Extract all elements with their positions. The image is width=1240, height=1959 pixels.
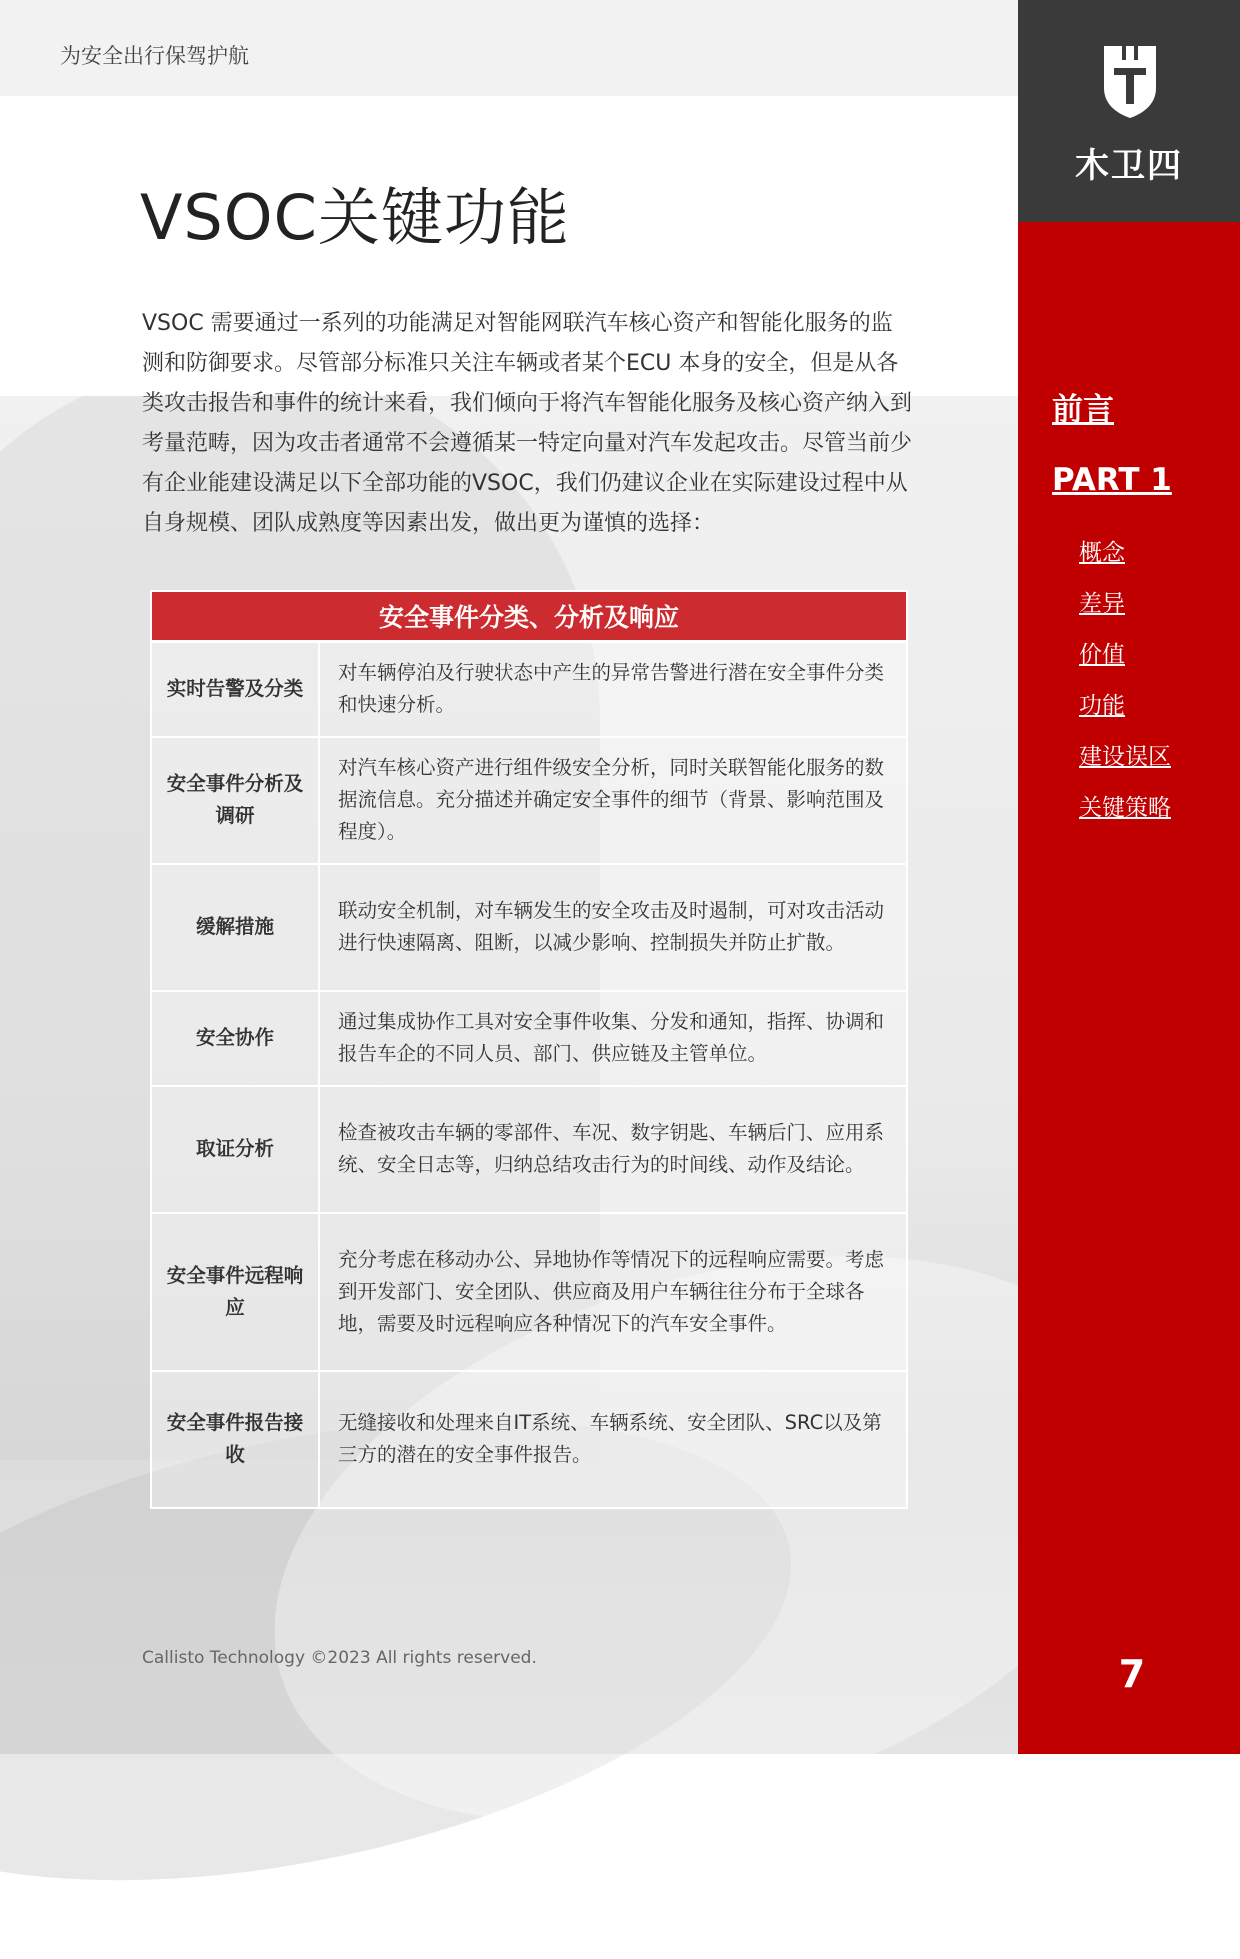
feature-name: 安全事件报告接收	[151, 1371, 319, 1508]
brand-logo-text: 木卫四	[1075, 147, 1183, 185]
feature-description: 联动安全机制，对车辆发生的安全攻击及时遏制，可对攻击活动进行快速隔离、阻断，以减少影响、控制损失并防止扩散。	[319, 864, 907, 991]
feature-description: 检查被攻击车辆的零部件、车况、数字钥匙、车辆后门、应用系统、安全日志等，归纳总结攻击行为的时间线、动作及结论。	[319, 1086, 907, 1213]
feature-name: 安全事件分析及调研	[151, 737, 319, 864]
table-row	[151, 864, 907, 991]
table-row	[151, 1086, 907, 1213]
shield-logo-icon	[1104, 46, 1156, 118]
feature-name: 取证分析	[151, 1086, 319, 1213]
function-table	[150, 590, 908, 1509]
feature-description: 无缝接收和处理来自IT系统、车辆系统、安全团队、SRC以及第三方的潜在的安全事件报告。	[319, 1371, 907, 1508]
nav-link-value[interactable]: 价值	[1079, 642, 1125, 668]
nav-link-concept[interactable]: 概念	[1079, 540, 1125, 566]
table-row	[151, 1213, 907, 1371]
nav-link-function[interactable]: 功能	[1079, 693, 1125, 719]
feature-name: 安全事件远程响应	[151, 1213, 319, 1371]
intro-paragraph: VSOC 需要通过一系列的功能满足对智能网联汽车核心资产和智能化服务的监测和防御要求。尽管部分标准只关注车辆或者某个ECU 本身的安全，但是从各类攻击报告和事件的统计来看，我们倾向于将汽车智能化服务及核心资产纳入到考量范畴，因为攻击者通常不会遵循某一特定向量对汽车发起攻击。尽管当前少有企业能建设满足以下全部功能的VSOC，我们仍建议企业在实际建设过程中从自身规模、团队成熟度等因素出发，做出更为谨慎的选择：	[142, 311, 913, 536]
table-row	[151, 737, 907, 864]
nav-link-difference[interactable]: 差异	[1079, 591, 1125, 617]
page-title: VSOC关键功能	[140, 181, 570, 254]
feature-description: 充分考虑在移动办公、异地协作等情况下的远程响应需要。考虑到开发部门、安全团队、供应商及用户车辆往往分布于全球各地，需要及时远程响应各种情况下的汽车安全事件。	[319, 1213, 907, 1371]
feature-name: 缓解措施	[151, 864, 319, 991]
table-title: 安全事件分类、分析及响应	[151, 591, 907, 642]
page-number: 7	[1118, 1652, 1146, 1696]
sidebar	[1018, 0, 1240, 1754]
feature-name: 实时告警及分类	[151, 642, 319, 737]
feature-description: 对车辆停泊及行驶状态中产生的异常告警进行潜在安全事件分类和快速分析。	[319, 642, 907, 737]
nav-link-part-1[interactable]: PART 1	[1052, 462, 1172, 498]
footer-copyright: Callisto Technology ©2023 All rights reserved.	[142, 1648, 537, 1668]
nav-link-pitfalls[interactable]: 建设误区	[1079, 744, 1171, 770]
feature-description: 对汽车核心资产进行组件级安全分析，同时关联智能化服务的数据流信息。充分描述并确定安全事件的细节（背景、影响范围及程度）。	[319, 737, 907, 864]
logo-panel	[1018, 0, 1240, 222]
table-row	[151, 991, 907, 1086]
header-tagline: 为安全出行保驾护航	[60, 44, 249, 68]
table-row	[151, 1371, 907, 1508]
nav-link-preface[interactable]: 前言	[1052, 392, 1114, 428]
feature-name: 安全协作	[151, 991, 319, 1086]
table-row	[151, 642, 907, 737]
nav-link-key-strategy[interactable]: 关键策略	[1079, 795, 1171, 821]
feature-description: 通过集成协作工具对安全事件收集、分发和通知，指挥、协调和报告车企的不同人员、部门、供应链及主管单位。	[319, 991, 907, 1086]
